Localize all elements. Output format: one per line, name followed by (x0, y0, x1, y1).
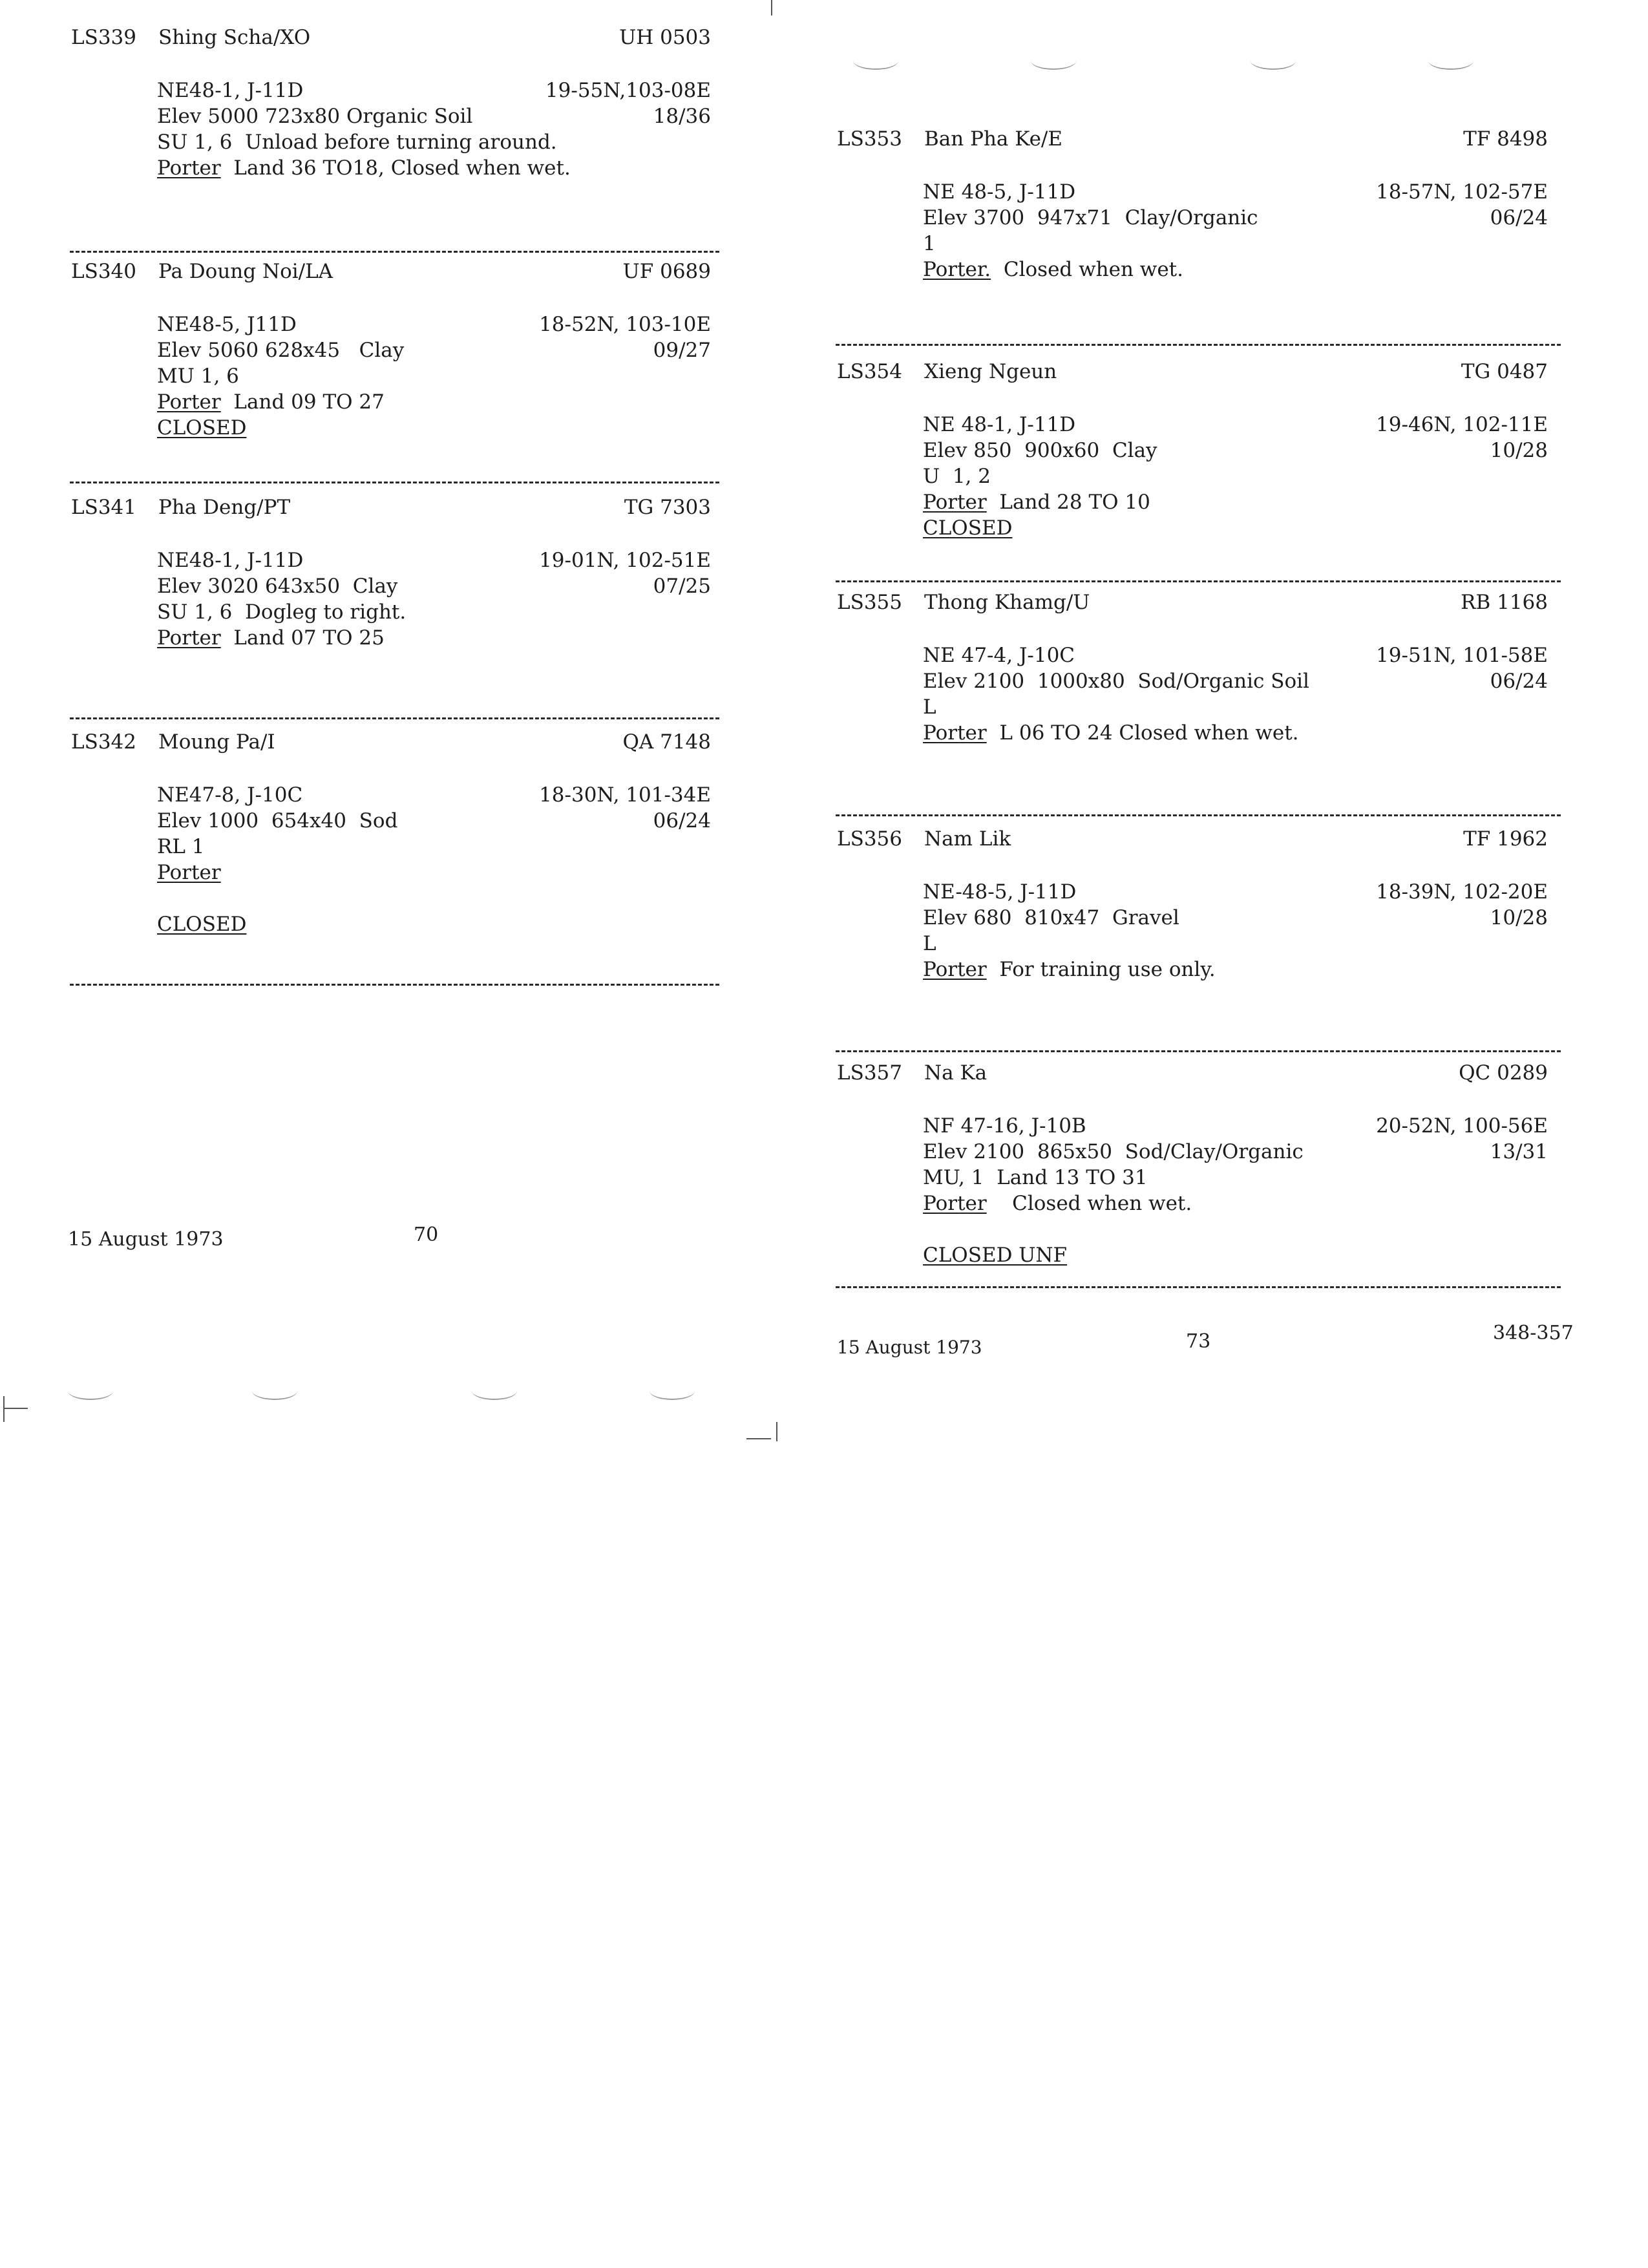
strip-name: Xieng Ngeun (924, 360, 1057, 383)
dashed-separator (836, 344, 1561, 346)
detail-value: 10/28 (1490, 906, 1548, 929)
detail-value: 19-46N, 102-11E (1376, 413, 1548, 436)
detail-value: 07/25 (653, 575, 711, 598)
detail-value: 13/31 (1490, 1140, 1548, 1163)
detail-value: 06/24 (1490, 670, 1548, 693)
entry-header (71, 259, 711, 284)
entry-ls354 (837, 359, 1548, 541)
strip-id: LS339 (71, 26, 136, 49)
punch-hole (650, 1382, 695, 1400)
detail-line (923, 1165, 1548, 1191)
detail-text: MU 1, 6 (157, 365, 239, 388)
page-edge (771, 0, 772, 16)
grid-reference: UF 0689 (622, 260, 711, 283)
detail-text: U 1, 2 (923, 465, 991, 488)
underlined-label: Porter (923, 491, 987, 514)
detail-value: 18/36 (653, 105, 711, 128)
punch-hole (1251, 52, 1296, 70)
entry-header (71, 729, 711, 755)
entry-header (71, 25, 711, 50)
footer-date: 15 August 1973 (68, 1228, 224, 1251)
detail-text: NE 48-5, J-11D (923, 180, 1076, 204)
entry-header (71, 494, 711, 520)
detail-line (157, 129, 711, 155)
detail-text: NE48-5, J11D (157, 313, 297, 336)
underlined-label: Porter. (923, 258, 991, 281)
detail-line (157, 834, 711, 860)
detail-text: 1 (923, 232, 936, 255)
detail-line (157, 573, 711, 599)
strip-name: Pha Deng/PT (158, 496, 291, 519)
detail-text: Land 28 TO 10 (986, 491, 1150, 514)
detail-line (157, 363, 711, 389)
detail-line (157, 547, 711, 573)
underlined-label: CLOSED (923, 516, 1013, 540)
detail-line (923, 1139, 1548, 1165)
grid-reference: TF 1962 (1463, 827, 1548, 851)
detail-line (923, 720, 1548, 746)
entry-ls357 (837, 1060, 1548, 1268)
detail-text: SU 1, 6 Unload before turning around. (157, 131, 557, 154)
detail-text: NE47-8, J-10C (157, 783, 303, 807)
punch-hole (853, 52, 898, 70)
detail-text: Elev 1000 654x40 Sod (157, 809, 398, 832)
detail-line (157, 415, 711, 441)
dashed-separator (70, 482, 719, 483)
entry-header (837, 826, 1548, 852)
entry-details (157, 782, 711, 937)
crop-mark (746, 1438, 771, 1439)
detail-value: 19-51N, 101-58E (1376, 644, 1548, 667)
detail-line (923, 257, 1548, 282)
entry-details (923, 179, 1548, 282)
detail-line (923, 205, 1548, 231)
line-gap (923, 1216, 1548, 1242)
punch-hole (472, 1382, 517, 1400)
detail-value: 18-30N, 101-34E (539, 783, 711, 807)
detail-text: Elev 850 900x60 Clay (923, 439, 1157, 462)
detail-line (157, 103, 711, 129)
entry-header (837, 126, 1548, 152)
detail-line (157, 155, 711, 181)
detail-text: L 06 TO 24 Closed when wet. (986, 721, 1299, 745)
punch-hole (68, 1382, 113, 1400)
dashed-separator (70, 984, 719, 986)
detail-text: NE48-1, J-11D (157, 549, 304, 572)
strip-name: Shing Scha/XO (158, 26, 311, 49)
entry-ls355 (837, 589, 1548, 746)
page-number: 73 (1186, 1330, 1211, 1353)
detail-line (923, 957, 1548, 982)
detail-line (923, 515, 1548, 541)
underlined-label: CLOSED (157, 416, 247, 440)
detail-line (923, 668, 1548, 694)
detail-text: Closed when wet. (991, 258, 1183, 281)
detail-text: Land 36 TO18, Closed when wet. (220, 156, 571, 180)
detail-text: Elev 2100 865x50 Sod/Clay/Organic (923, 1140, 1304, 1163)
detail-value: 06/24 (1490, 206, 1548, 229)
underlined-label: Porter (157, 861, 221, 884)
detail-text: L (923, 932, 936, 955)
strip-id: LS342 (71, 730, 136, 754)
right-page (772, 0, 1648, 1441)
entry-ls356 (837, 826, 1548, 982)
detail-value: 19-55N,103-08E (545, 79, 711, 102)
entry-details (923, 1113, 1548, 1268)
punch-hole (1428, 52, 1474, 70)
underlined-label: Porter (157, 390, 221, 414)
detail-value: 10/28 (1490, 439, 1548, 462)
strip-name: Pa Doung Noi/LA (158, 260, 333, 283)
detail-line (923, 463, 1548, 489)
detail-text: NE48-1, J-11D (157, 79, 304, 102)
dashed-separator (836, 814, 1561, 816)
detail-text: For training use only. (986, 958, 1216, 981)
line-gap (157, 885, 711, 911)
detail-line (923, 438, 1548, 463)
underlined-label: Porter (157, 156, 221, 180)
detail-text: Elev 3020 643x50 Clay (157, 575, 398, 598)
detail-value: 18-39N, 102-20E (1376, 880, 1548, 904)
page-number: 70 (414, 1224, 439, 1246)
strip-id: LS356 (837, 827, 902, 851)
entry-ls341 (71, 494, 711, 651)
underlined-label: Porter (923, 958, 987, 981)
detail-value: 18-57N, 102-57E (1376, 180, 1548, 204)
grid-reference: TG 0487 (1461, 360, 1548, 383)
detail-line (923, 1242, 1548, 1268)
detail-text: NE 48-1, J-11D (923, 413, 1076, 436)
detail-line (157, 911, 711, 937)
strip-id: LS340 (71, 260, 136, 283)
grid-reference: QA 7148 (622, 730, 711, 754)
grid-reference: UH 0503 (619, 26, 711, 49)
dashed-separator (836, 580, 1561, 582)
strip-name: Ban Pha Ke/E (924, 127, 1062, 151)
detail-line (157, 312, 711, 337)
grid-reference: RB 1168 (1461, 591, 1548, 614)
entry-header (837, 359, 1548, 385)
punch-hole (252, 1382, 297, 1400)
detail-line (923, 879, 1548, 905)
detail-line (157, 782, 711, 808)
crop-mark (3, 1396, 5, 1422)
entry-ls339 (71, 25, 711, 181)
detail-line (923, 642, 1548, 668)
underlined-label: CLOSED UNF (923, 1244, 1068, 1267)
detail-line (923, 931, 1548, 957)
detail-line (157, 860, 711, 885)
dashed-separator (70, 251, 719, 253)
detail-text: NF 47-16, J-10B (923, 1114, 1086, 1138)
detail-text: RL 1 (157, 835, 205, 858)
strip-name: Thong Khamg/U (924, 591, 1090, 614)
detail-line (923, 231, 1548, 257)
detail-value: 18-52N, 103-10E (539, 313, 711, 336)
dashed-separator (836, 1050, 1561, 1052)
detail-text: L (923, 695, 936, 719)
strip-id: LS357 (837, 1061, 902, 1085)
detail-value: 09/27 (653, 339, 711, 362)
strip-id: LS341 (71, 496, 136, 519)
page-edge (776, 1422, 777, 1441)
entry-details (923, 642, 1548, 746)
underlined-label: CLOSED (157, 913, 247, 936)
underlined-label: Porter (923, 721, 987, 745)
detail-line (923, 489, 1548, 515)
detail-line (157, 389, 711, 415)
page-range: 348-357 (1493, 1322, 1574, 1344)
entry-ls342 (71, 729, 711, 937)
crop-mark (3, 1408, 28, 1409)
strip-id: LS353 (837, 127, 902, 151)
entry-details (157, 78, 711, 181)
detail-text: Land 09 TO 27 (220, 390, 385, 414)
entry-ls353 (837, 126, 1548, 282)
detail-line (923, 1191, 1548, 1216)
entry-details (157, 547, 711, 651)
detail-line (923, 1113, 1548, 1139)
footer-date: 15 August 1973 (837, 1337, 982, 1358)
detail-text: Closed when wet. (986, 1192, 1192, 1215)
dashed-separator (70, 717, 719, 719)
dashed-separator (836, 1286, 1561, 1288)
detail-value: 06/24 (653, 809, 711, 832)
detail-line (157, 808, 711, 834)
detail-line (157, 78, 711, 103)
detail-line (923, 179, 1548, 205)
grid-reference: TF 8498 (1463, 127, 1548, 151)
punch-hole (1031, 52, 1076, 70)
detail-text: Elev 3700 947x71 Clay/Organic (923, 206, 1258, 229)
left-page (0, 0, 772, 1441)
detail-value: 19-01N, 102-51E (539, 549, 711, 572)
detail-text: NE 47-4, J-10C (923, 644, 1075, 667)
strip-id: LS354 (837, 360, 902, 383)
grid-reference: TG 7303 (624, 496, 711, 519)
entry-details (923, 412, 1548, 541)
underlined-label: Porter (157, 626, 221, 650)
detail-text: SU 1, 6 Dogleg to right. (157, 600, 407, 624)
entry-header (837, 589, 1548, 615)
detail-line (157, 625, 711, 651)
strip-name: Moung Pa/I (158, 730, 275, 754)
entry-ls340 (71, 259, 711, 441)
detail-line (923, 412, 1548, 438)
detail-text: Elev 5060 628x45 Clay (157, 339, 405, 362)
detail-line (157, 599, 711, 625)
strip-id: LS355 (837, 591, 902, 614)
strip-name: Na Ka (924, 1061, 988, 1085)
detail-text: Land 07 TO 25 (220, 626, 385, 650)
detail-text: Elev 2100 1000x80 Sod/Organic Soil (923, 670, 1309, 693)
detail-value: 20-52N, 100-56E (1376, 1114, 1548, 1138)
entry-header (837, 1060, 1548, 1086)
entry-details (923, 879, 1548, 982)
underlined-label: Porter (923, 1192, 987, 1215)
detail-line (157, 337, 711, 363)
strip-name: Nam Lik (924, 827, 1011, 851)
grid-reference: QC 0289 (1459, 1061, 1548, 1085)
detail-line (923, 905, 1548, 931)
entry-details (157, 312, 711, 441)
detail-text: Elev 680 810x47 Gravel (923, 906, 1179, 929)
detail-text: NE-48-5, J-11D (923, 880, 1077, 904)
detail-text: Elev 5000 723x80 Organic Soil (157, 105, 473, 128)
detail-line (923, 694, 1548, 720)
detail-text: MU, 1 Land 13 TO 31 (923, 1166, 1148, 1189)
